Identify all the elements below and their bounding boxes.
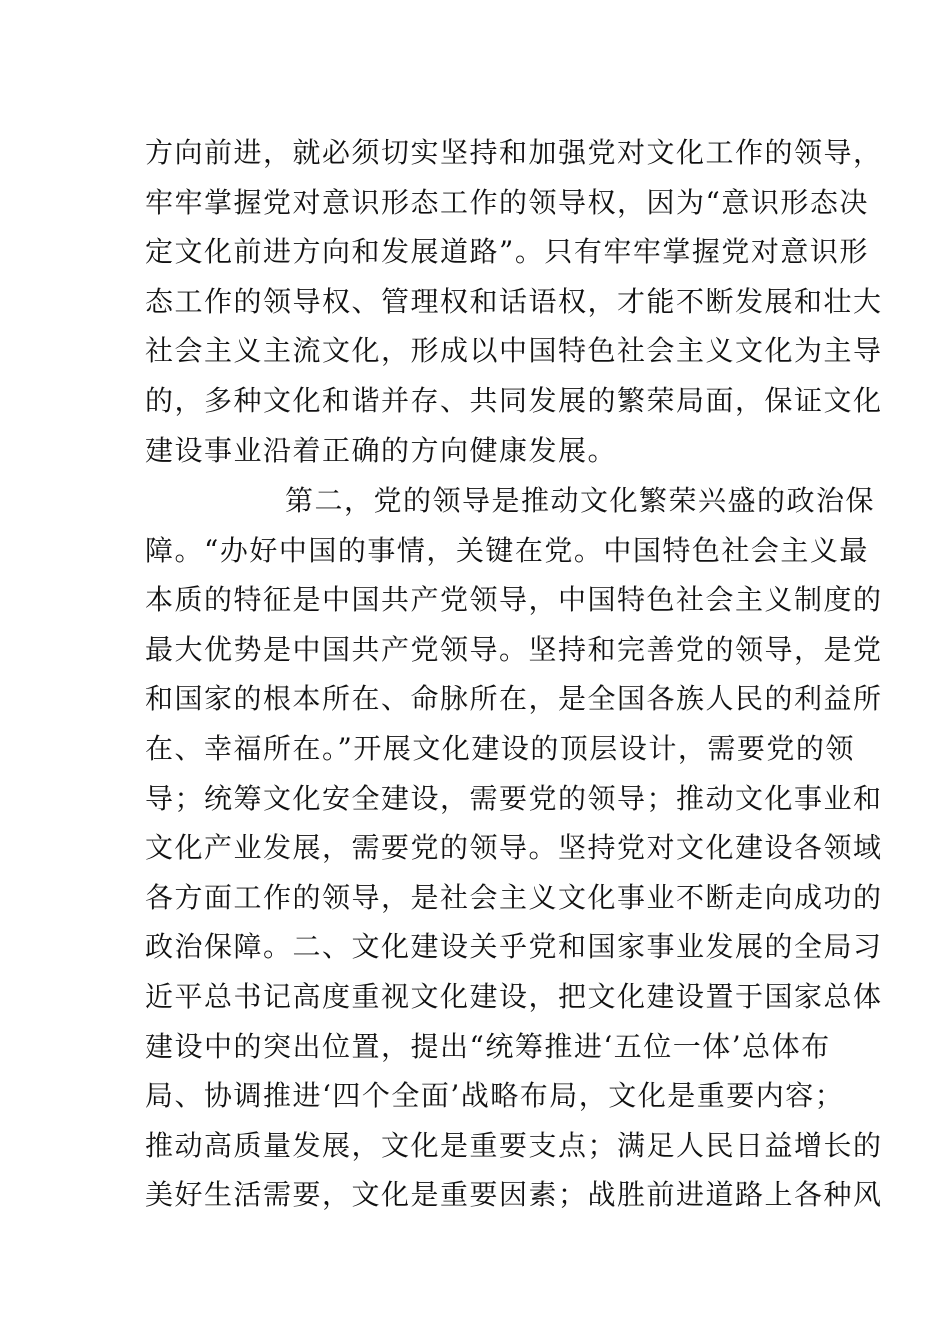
- text-line: 推动高质量发展，文化是重要支点；满足人民日益增长的: [145, 1128, 883, 1162]
- paragraph-1: [145, 128, 883, 475]
- paragraph-2: [145, 476, 883, 1220]
- text-line: 各方面工作的领导，是社会主义文化事业不断走向成功的: [145, 880, 883, 914]
- text-line: 方向前进，就必须切实坚持和加强党对文化工作的领导，: [145, 136, 883, 169]
- text-line: 建设中的突出位置，提出“统筹推进‘五位一体’总体布: [145, 1029, 831, 1063]
- text-line: 和国家的根本所在、命脉所在，是全国各族人民的利益所: [145, 682, 883, 716]
- text-line: 定文化前进方向和发展道路”。只有牢牢掌握党对意识形: [145, 235, 869, 269]
- text-line: 近平总书记高度重视文化建设，把文化建设置于国家总体: [145, 979, 883, 1013]
- paragraph-first-line: 第二，党的领导是推动文化繁荣兴盛的政治保: [285, 484, 876, 517]
- text-line: 导；统筹文化安全建设，需要党的领导；推动文化事业和: [145, 781, 883, 815]
- text-line: 文化产业发展，需要党的领导。坚持党对文化建设各领域: [145, 831, 883, 865]
- text-line: 态工作的领导权、管理权和话语权，才能不断发展和壮大: [145, 284, 883, 318]
- text-line: 最大优势是中国共产党领导。坚持和完善党的领导，是党: [145, 632, 883, 666]
- text-line: 牢牢掌握党对意识形态工作的领导权，因为“意识形态决: [145, 185, 869, 219]
- text-line: 局、协调推进‘四个全面’战略布局，文化是重要内容；: [145, 1079, 845, 1113]
- text-line: 美好生活需要，文化是重要因素；战胜前进道路上各种风: [145, 1178, 883, 1212]
- text-line: 的，多种文化和谐并存、共同发展的繁荣局面，保证文化: [145, 383, 883, 417]
- text-line: 政治保障。二、文化建设关乎党和国家事业发展的全局习: [145, 930, 883, 964]
- text-line: 建设事业沿着正确的方向健康发展。: [145, 433, 618, 467]
- text-line: 障。“办好中国的事情，关键在党。中国特色社会主义最: [145, 533, 869, 567]
- text-line: 本质的特征是中国共产党领导，中国特色社会主义制度的: [145, 583, 883, 617]
- text-line: 在、幸福所在。”开展文化建设的顶层设计，需要党的领: [145, 731, 855, 765]
- text-line: 社会主义主流文化，形成以中国特色社会主义文化为主导: [145, 334, 883, 368]
